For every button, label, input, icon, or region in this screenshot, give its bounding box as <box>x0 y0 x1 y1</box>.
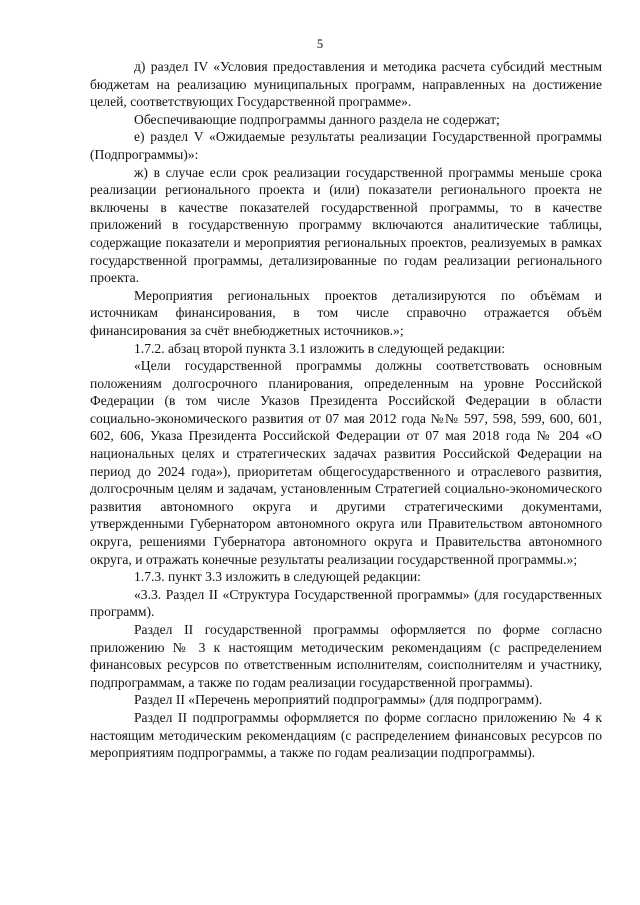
page-number: 5 <box>316 37 324 51</box>
paragraph-subprogram-activities: Раздел II «Перечень мероприятий подпрограммы» (для подпрограмм). <box>134 692 543 708</box>
paragraph-section-ii-form: Раздел II государственной программы оформляется по форме согласно приложению № 3 к настоящим методическим рекомендациям (с распределением финансовых ресурсов по ответственным исполнителям, соисполнителям и участнику, подпрограммам, а также по годам реализации государственной программы). <box>90 622 602 690</box>
paragraph-section-v: е) раздел V «Ожидаемые результаты реализации Государственной программы (Подпрограммы)»: <box>90 129 602 162</box>
paragraph-supporting-subprograms: Обеспечивающие подпрограммы данного раздела не содержат; <box>134 111 500 127</box>
paragraph-program-goals: «Цели государственной программы должны соответствовать основным положениям долгосрочного планирования, определенным на уровне Российской Федерации (в том числе Указов Президента Российской Федерации в области социально-экономического развития от 07 мая 2012 года №№ 597, 598, 599, 600, 601, 602, 606, Указа Президента Российской Федерации от 07 мая 2018 года № 204 «О национальных целях и стратегических задачах развития Российской Федерации на период до 2024 года»), приоритетам общегосударственного и отраслевого развития, долгосрочным целям и задачам, установленным Стратегией социально-экономического развития автономного округа и другими стратегическими документами, утвержденными Губернатором автономного округа или Правительством автономного округа, решениями Губернатора автономного округа и Правительства автономного округа, и отражать конечные результаты реализации государственной программы.»; <box>90 358 602 567</box>
paragraph-regional-projects: ж) в случае если срок реализации государственной программы меньше срока реализации регионального проекта и (или) показатели регионального проекта не включены в качестве показателей государственной программы, то в качестве приложений в государственную программу включаются аналитические таблицы, содержащие показатели и мероприятия региональных проектов, реализуемых в рамках государственной программы, детализированные по годам реализации регионального проекта. <box>90 164 602 286</box>
paragraph-amendment-1-7-2: 1.7.2. абзац второй пункта 3.1 изложить в следующей редакции: <box>134 340 506 356</box>
document-body <box>90 58 602 762</box>
paragraph-regional-financing: Мероприятия региональных проектов детализируются по объёмам и источникам финансирования, в том числе справочно отражается объём финансирования за счёт внебюджетных источников.»; <box>90 287 602 338</box>
paragraph-amendment-1-7-3: 1.7.3. пункт 3.3 изложить в следующей редакции: <box>134 569 421 585</box>
paragraph-section-ii-structure: «3.3. Раздел II «Структура Государственной программы» (для государственных программ). <box>90 586 602 620</box>
paragraph-section-iv: д) раздел IV «Условия предоставления и методика расчета субсидий местным бюджетам на реализацию муниципальных программ, направленных на достижение целей, соответствующих Государственной программе». <box>90 59 602 110</box>
paragraph-subprogram-form: Раздел II подпрограммы оформляется по форме согласно приложению № 4 к настоящим методическим рекомендациям (с распределением финансовых ресурсов по мероприятиям подпрограммы, а также по годам реализации подпрограммы). <box>90 709 602 761</box>
